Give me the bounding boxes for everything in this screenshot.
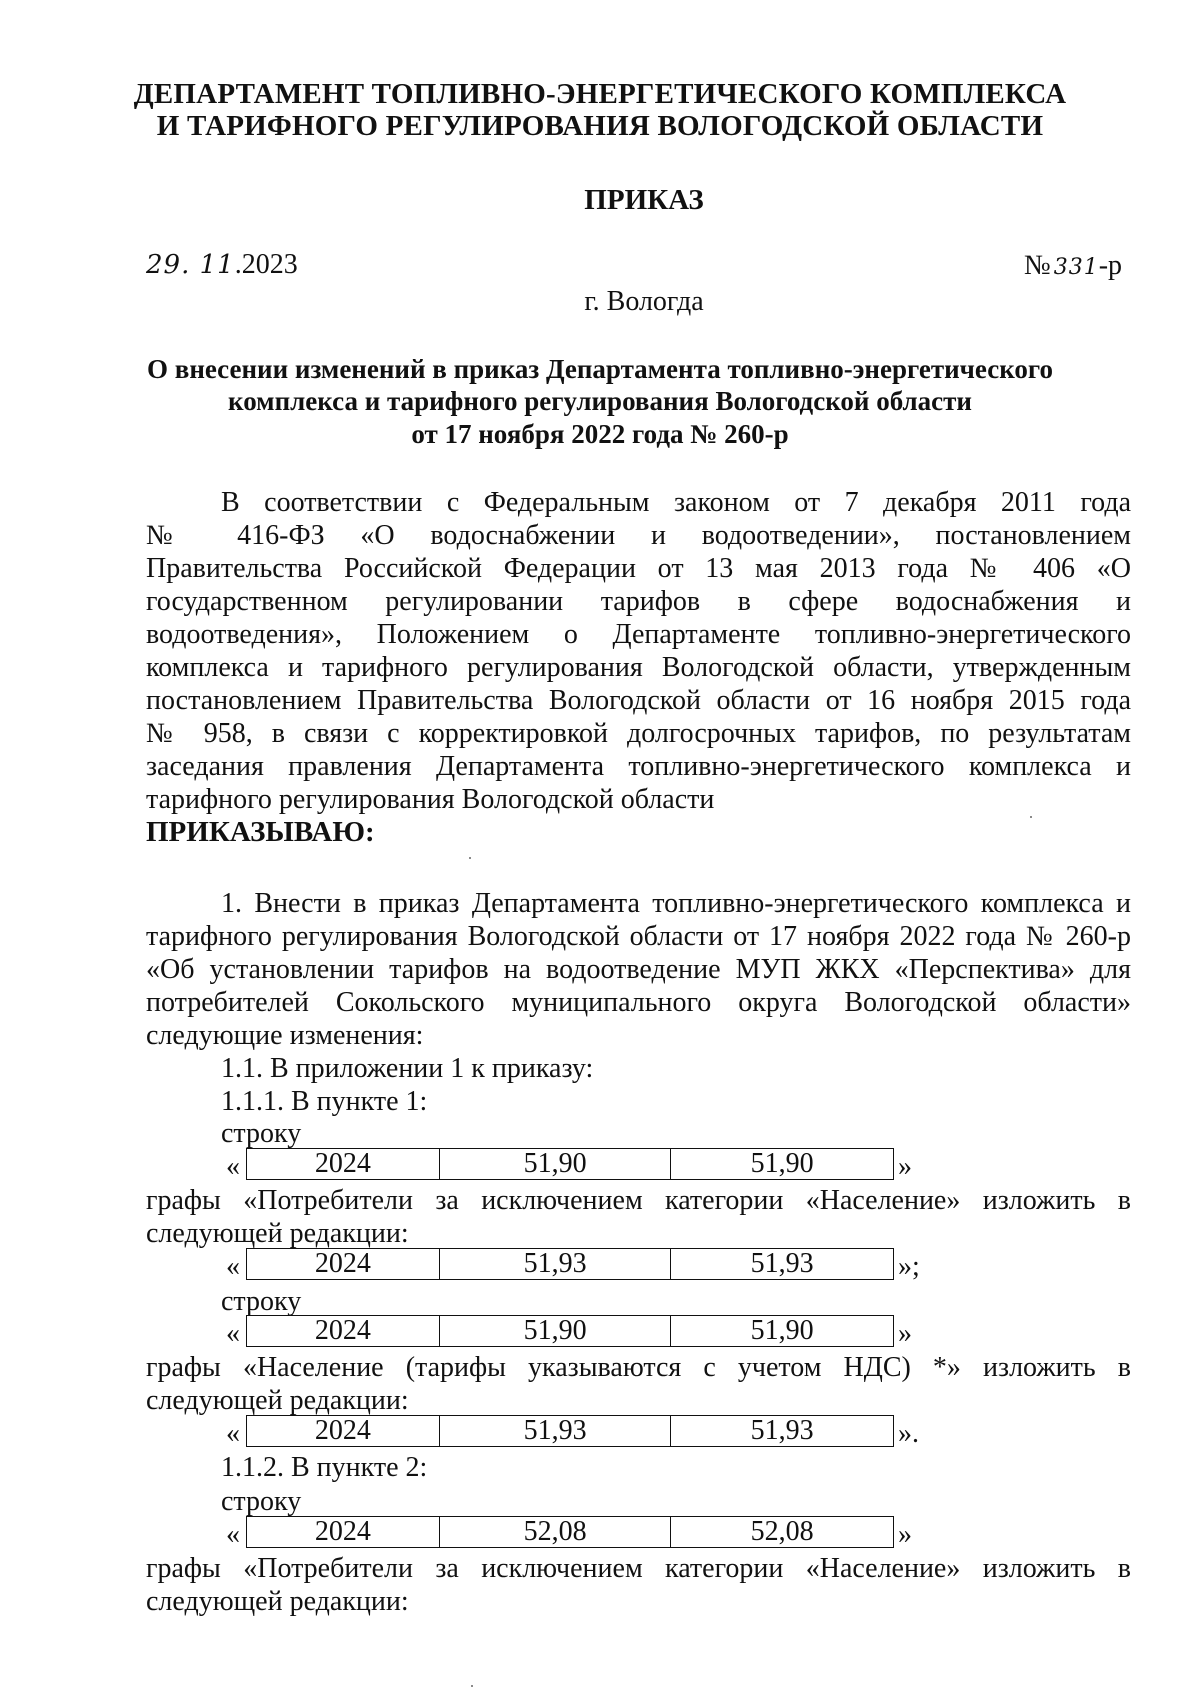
tariff-row-table xyxy=(246,1148,894,1180)
quote-open: « xyxy=(226,1318,240,1349)
quote-open: « xyxy=(226,1251,240,1282)
tariff-cell: 52,08 xyxy=(439,1517,671,1548)
preamble-line-3: Правительства Российской Федерации от 13 мая 2013 года № 406 «О xyxy=(146,553,1131,584)
graph-consumers-line: графы «Потребители за исключением категории «Население» изложить в xyxy=(146,1553,1131,1584)
tariff-cell: 51,90 xyxy=(439,1316,671,1347)
item-1-1: 1.1. В приложении 1 к приказу: xyxy=(221,1053,594,1084)
table-row xyxy=(247,1316,894,1347)
section1-line-2: тарифного регулирования Вологодской области от 17 ноября 2022 года № 260-р xyxy=(146,921,1131,952)
table-row xyxy=(247,1249,894,1280)
year-cell: 2024 xyxy=(247,1517,440,1548)
preamble-line-9: заседания правления Департамента топливно-энергетического комплекса и xyxy=(146,751,1131,782)
tariff-cell: 51,93 xyxy=(671,1416,894,1447)
preamble-line-1: В соответствии с Федеральным законом от 7 декабря 2011 года xyxy=(221,487,1131,518)
subject-line-2: комплекса и тарифного регулирования Вологодской области xyxy=(228,386,972,416)
tariff-cell: 51,93 xyxy=(439,1249,671,1280)
tariff-cell: 51,90 xyxy=(671,1316,894,1347)
new-edition-line: следующей редакции: xyxy=(146,1218,409,1249)
order-word: ПРИКАЗЫВАЮ: xyxy=(146,816,375,848)
department-name-line-1: ДЕПАРТАМЕНТ ТОПЛИВНО-ЭНЕРГЕТИЧЕСКОГО КОМПЛЕКСА xyxy=(133,78,1067,110)
handwritten-number: 331 xyxy=(1053,255,1099,280)
year-cell: 2024 xyxy=(247,1316,440,1347)
table-row xyxy=(247,1517,894,1548)
tariff-cell: 51,93 xyxy=(439,1416,671,1447)
document-date xyxy=(146,249,298,281)
tariff-cell: 51,90 xyxy=(439,1149,671,1180)
subject-line-3: от 17 ноября 2022 года № 260-р xyxy=(411,419,789,449)
document-number xyxy=(1024,250,1122,282)
scan-speck xyxy=(469,857,471,859)
new-edition-line: следующей редакции: xyxy=(146,1586,409,1617)
date-year: .2023 xyxy=(234,249,298,280)
preamble-line-10: тарифного регулирования Вологодской области xyxy=(146,784,715,815)
preamble-line-8: № 958, в связи с корректировкой долгосрочных тарифов, по результатам xyxy=(146,718,1131,749)
table-row xyxy=(247,1416,894,1447)
tariff-cell: 51,93 xyxy=(671,1249,894,1280)
tariff-row-table xyxy=(246,1516,894,1548)
number-prefix: № xyxy=(1024,250,1051,281)
new-edition-line: следующей редакции: xyxy=(146,1385,409,1416)
preamble-line-5: водоотведения», Положением о Департаменте топливно-энергетического xyxy=(146,619,1131,650)
graph-consumers-line: графы «Потребители за исключением категории «Население» изложить в xyxy=(146,1185,1131,1216)
preamble-line-4: государственном регулировании тарифов в сфере водоснабжения и xyxy=(146,586,1131,617)
tariff-cell: 51,90 xyxy=(671,1149,894,1180)
tariff-cell: 52,08 xyxy=(671,1517,894,1548)
quote-close: » xyxy=(898,1151,912,1182)
row-label: строку xyxy=(221,1486,302,1517)
tariff-row-table xyxy=(246,1248,894,1280)
item-1-1-2: 1.1.2. В пункте 2: xyxy=(221,1452,428,1483)
section1-line-5: следующие изменения: xyxy=(146,1020,424,1051)
section1-line-4: потребителей Сокольского муниципального округа Вологодской области» xyxy=(146,987,1131,1018)
row-label: строку xyxy=(221,1118,302,1149)
section1-line-3: «Об установлении тарифов на водоотведение МУП ЖКХ «Перспектива» для xyxy=(146,954,1131,985)
item-1-1-1: 1.1.1. В пункте 1: xyxy=(221,1086,428,1117)
document-type: ПРИКАЗ xyxy=(584,184,704,216)
quote-open: « xyxy=(226,1418,240,1449)
tariff-row-table xyxy=(246,1415,894,1447)
quote-close: » xyxy=(898,1318,912,1349)
quote-close: » xyxy=(898,1519,912,1550)
preamble-line-7: постановлением Правительства Вологодской области от 16 ноября 2015 года xyxy=(146,685,1131,716)
year-cell: 2024 xyxy=(247,1249,440,1280)
tariff-row-table xyxy=(246,1315,894,1347)
year-cell: 2024 xyxy=(247,1416,440,1447)
row-label: строку xyxy=(221,1286,302,1317)
section1-line-1: 1. Внести в приказ Департамента топливно-энергетического комплекса и xyxy=(221,888,1131,919)
scan-speck xyxy=(1030,816,1032,818)
quote-open: « xyxy=(226,1519,240,1550)
department-name-line-2: И ТАРИФНОГО РЕГУЛИРОВАНИЯ ВОЛОГОДСКОЙ ОБЛАСТИ xyxy=(156,110,1044,142)
number-suffix: -р xyxy=(1098,250,1123,281)
subject-line-1: О внесении изменений в приказ Департамента топливно-энергетического xyxy=(146,354,1053,384)
preamble-line-2: № 416-ФЗ «О водоснабжении и водоотведении», постановлением xyxy=(146,520,1131,551)
table-row xyxy=(247,1149,894,1180)
handwritten-date: 29. 11 xyxy=(146,250,235,280)
preamble-line-6: комплекса и тарифного регулирования Вологодской области, утвержденным xyxy=(146,652,1131,683)
quote-close-semicolon: »; xyxy=(898,1251,920,1282)
quote-close-period: ». xyxy=(898,1418,919,1449)
graph-population-line: графы «Население (тарифы указываются с учетом НДС) *» изложить в xyxy=(146,1352,1131,1383)
scan-speck xyxy=(471,1685,473,1687)
city-line: г. Вологда xyxy=(584,286,704,317)
year-cell: 2024 xyxy=(247,1149,440,1180)
quote-open: « xyxy=(226,1151,240,1182)
